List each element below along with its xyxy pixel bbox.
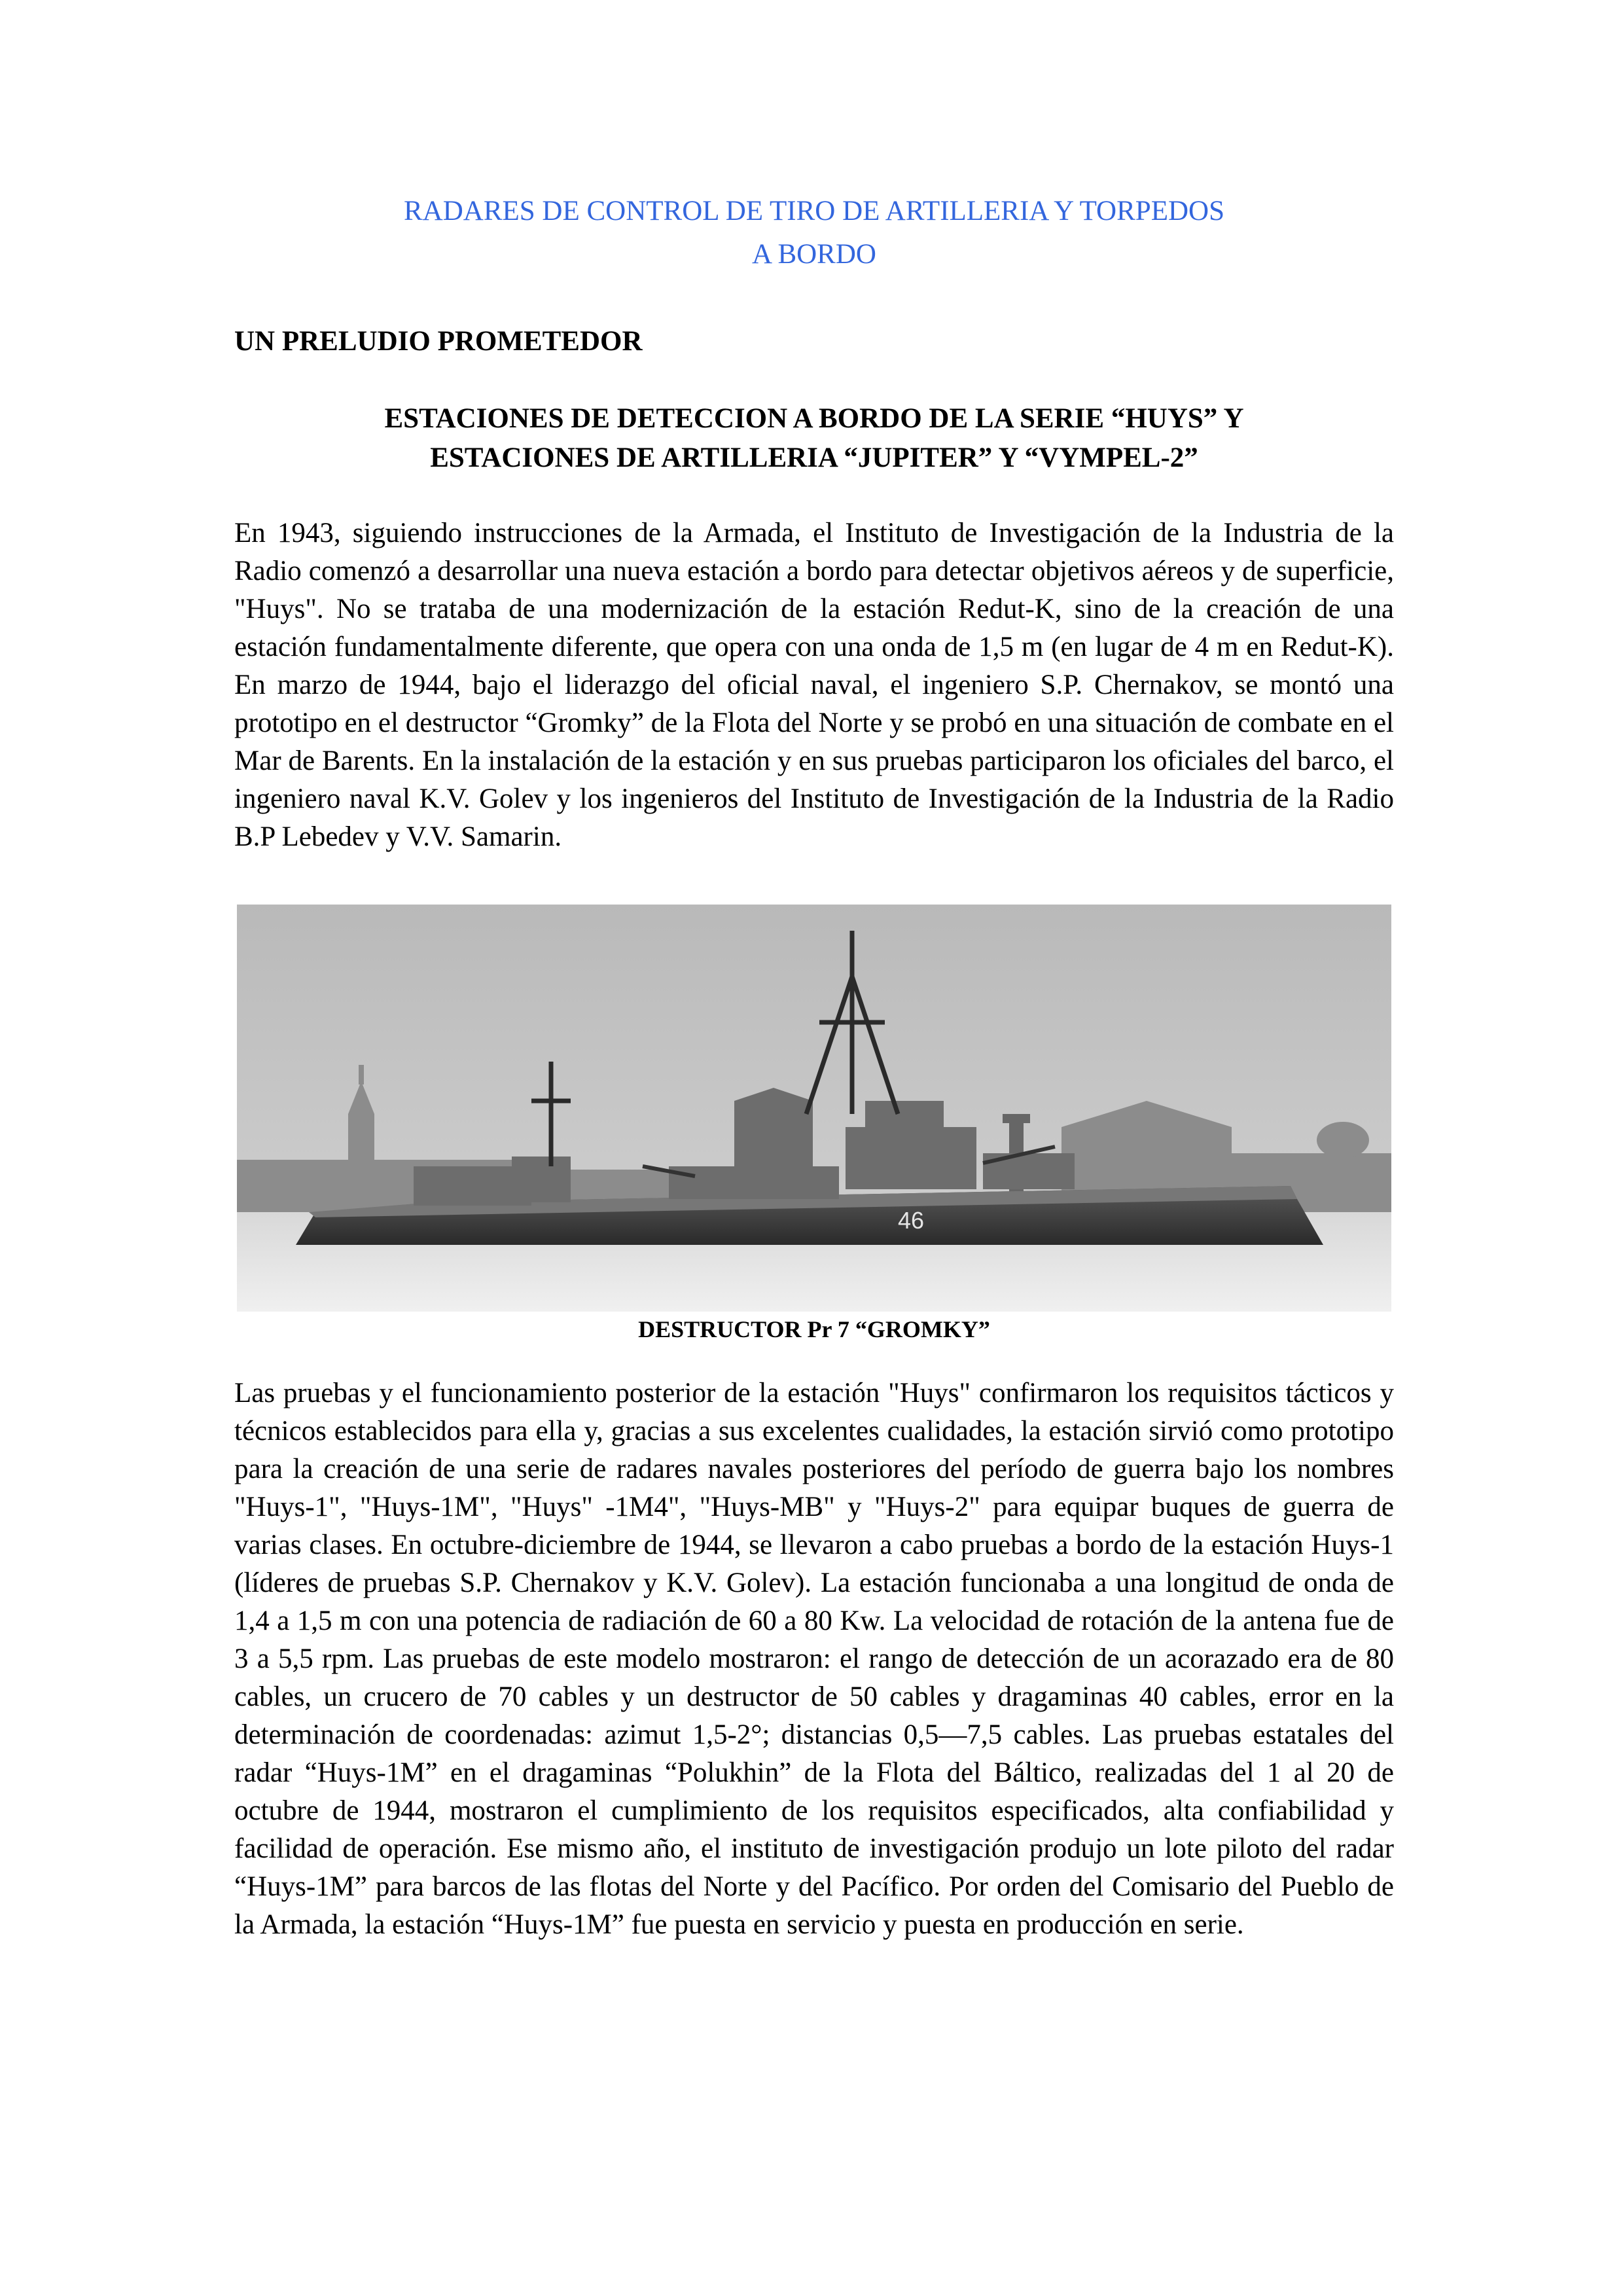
subheading-line-1: ESTACIONES DE DETECCION A BORDO DE LA SERIE “HUYS” Y xyxy=(384,403,1244,434)
paragraph-1: En 1943, siguiendo instrucciones de la Armada, el Instituto de Investigación de la Industria de la Radio comenzó a desarrollar una nueva estación a bordo para detectar objetivos aéreos y de superficie, "Huys". No se trataba de una modernización de la estación Redut-K, sino de la creación de una estación fundamentalmente diferente, que opera con una onda de 1,5 m (en lugar de 4 m en Redut-K). En marzo de 1944, bajo el liderazgo del oficial naval, el ingeniero S.P. Chernakov, se montó una prototipo en el destructor “Gromky” de la Flota del Norte y se probó en una situación de combate en el Mar de Barents. En la instalación de la estación y en sus pruebas participaron los oficiales del barco, el ingeniero naval K.V. Golev y los ingenieros del Instituto de Investigación de la Industria de la Radio B.P Lebedev y V.V. Samarin. xyxy=(234,518,1394,852)
paragraph-2: Las pruebas y el funcionamiento posterior de la estación "Huys" confirmaron los requisitos tácticos y técnicos establecidos para ella y, gracias a sus excelentes cualidades, la estación sirvió como prototipo para la creación de una serie de radares navales posteriores del período de guerra bajo los nombres "Huys-1", "Huys-1M", "Huys" -1M4", "Huys-MB" y "Huys-2" para equipar buques de guerra de varias clases. En octubre-diciembre de 1944, se llevaron a cabo pruebas a bordo de la estación Huys-1 (líderes de pruebas S.P. Chernakov y K.V. Golev). La estación funcionaba a una longitud de onda de 1,4 a 1,5 m con una potencia de radiación de 60 a 80 Kw. La velocidad de rotación de la antena fue de 3 a 5,5 rpm. Las pruebas de este modelo mostraron: el rango de detección de un acorazado era de 80 cables, un crucero de 70 cables y un destructor de 50 cables y dragaminas 40 cables, error en la determinación de coordenadas: azimut 1,5-2°; distancias 0,5—7,5 cables. Las pruebas estatales del radar “Huys-1M” en el dragaminas “Polukhin” de la Flota del Báltico, realizadas del 1 al 20 de octubre de 1944, mostraron el cumplimiento de los requisitos especificados, alta confiabilidad y facilidad de operación. Ese mismo año, el instituto de investigación produjo un lote piloto del radar “Huys-1M” para barcos de las flotas del Norte y del Pacífico. Por orden del Comisario del Pueblo de la Armada, la estación “Huys-1M” fue puesta en servicio y puesta en producción en serie. xyxy=(234,1378,1394,1940)
title-line-1: RADARES DE CONTROL DE TIRO DE ARTILLERIA Y TORPEDOS xyxy=(403,196,1224,226)
destroyer-photo xyxy=(237,905,1391,1312)
document-title xyxy=(234,190,1394,276)
destroyer-photo-image xyxy=(237,905,1391,1312)
subheading-line-2: ESTACIONES DE ARTILLERIA “JUPITER” Y “VYMPEL-2” xyxy=(430,442,1198,473)
hull-number: 46 xyxy=(898,1207,925,1234)
section-heading: UN PRELUDIO PROMETEDOR xyxy=(234,326,643,357)
document-page xyxy=(234,190,1394,1944)
photo-caption: DESTRUCTOR Pr 7 “GROMKY” xyxy=(638,1316,990,1342)
title-line-2: A BORDO xyxy=(752,239,876,270)
subheading xyxy=(234,399,1394,478)
